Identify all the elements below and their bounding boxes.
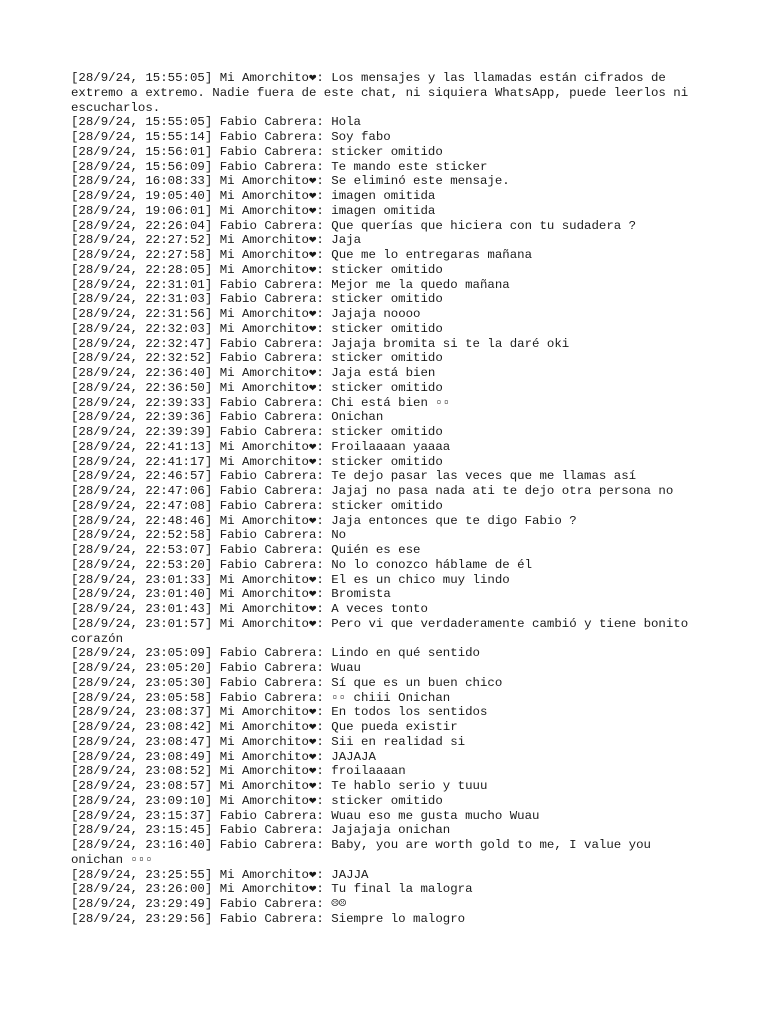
chat-line: [28/9/24, 22:39:39] Fabio Cabrera: sticker omitido <box>71 425 443 439</box>
chat-line: [28/9/24, 22:26:04] Fabio Cabrera: Que querías que hiciera con tu sudadera ? <box>71 218 637 233</box>
chat-line: [28/9/24, 22:47:06] Fabio Cabrera: Jajaj no pasa nada ati te dejo otra persona no <box>71 484 674 498</box>
chat-line: [28/9/24, 22:27:52] Mi Amorchito❤: Jaja <box>71 233 362 248</box>
chat-line: [28/9/24, 22:31:03] Fabio Cabrera: sticker omitido <box>71 292 443 307</box>
chat-line: [28/9/24, 16:08:33] Mi Amorchito❤: Se eliminó este mensaje. <box>71 174 510 189</box>
chat-line: [28/9/24, 15:56:09] Fabio Cabrera: Te mando este sticker <box>71 159 488 174</box>
chat-line: [28/9/24, 19:06:01] Mi Amorchito❤: imagen omitida <box>71 203 436 218</box>
chat-line: [28/9/24, 22:41:13] Mi Amorchito❤: Froilaaaan yaaaa <box>71 439 451 454</box>
chat-line: [28/9/24, 23:08:37] Mi Amorchito❤: En todos los sentidos <box>71 705 488 720</box>
chat-line: [28/9/24, 23:01:57] Mi Amorchito❤: Pero vi que verdaderamente cambió y tiene bonito corazón <box>71 616 696 646</box>
chat-line: [28/9/24, 22:32:47] Fabio Cabrera: Jajaja bromita si te la daré oki <box>71 336 570 351</box>
chat-transcript <box>71 71 701 927</box>
chat-line: [28/9/24, 23:29:56] Fabio Cabrera: Siempre lo malogro <box>71 911 466 926</box>
chat-line: [28/9/24, 22:39:36] Fabio Cabrera: Onichan <box>71 410 384 425</box>
chat-line: [28/9/24, 23:01:33] Mi Amorchito❤: El es un chico muy lindo <box>71 572 510 587</box>
chat-line: [28/9/24, 22:28:05] Mi Amorchito❤: sticker omitido <box>71 262 443 277</box>
chat-line: [28/9/24, 19:05:40] Mi Amorchito❤: imagen omitida <box>71 189 436 203</box>
chat-line: [28/9/24, 15:55:05] Fabio Cabrera: Hola <box>71 115 361 130</box>
chat-line: [28/9/24, 15:55:05] Mi Amorchito❤: Los mensajes y las llamadas están cifrados de extremo a extremo. Nadie fuera de este chat, ni siquiera WhatsApp, puede leerlos ni escucharlos. <box>71 71 696 115</box>
chat-line: [28/9/24, 23:09:10] Mi Amorchito❤: sticker omitido <box>71 793 443 808</box>
chat-line: [28/9/24, 22:53:07] Fabio Cabrera: Quién es ese <box>71 543 421 557</box>
chat-line: [28/9/24, 23:26:00] Mi Amorchito❤: Tu final la malogra <box>71 882 473 897</box>
chat-line: [28/9/24, 23:05:58] Fabio Cabrera: ▫▫ chiii Onichan <box>71 690 451 705</box>
chat-line: [28/9/24, 22:47:08] Fabio Cabrera: sticker omitido <box>71 498 443 513</box>
chat-line: [28/9/24, 22:39:33] Fabio Cabrera: Chi está bien ▫▫ <box>71 395 451 410</box>
chat-line: [28/9/24, 22:27:58] Mi Amorchito❤: Que me lo entregaras mañana <box>71 248 533 262</box>
chat-line: [28/9/24, 22:53:20] Fabio Cabrera: No lo conozco háblame de él <box>71 557 533 572</box>
chat-line: [28/9/24, 23:05:20] Fabio Cabrera: Wuau <box>71 661 361 675</box>
chat-line: [28/9/24, 23:01:43] Mi Amorchito❤: A veces tonto <box>71 602 428 616</box>
chat-line: [28/9/24, 23:08:52] Mi Amorchito❤: froilaaaan <box>71 764 406 779</box>
chat-line: [28/9/24, 23:15:37] Fabio Cabrera: Wuau eso me gusta mucho Wuau <box>71 808 540 823</box>
chat-line: [28/9/24, 22:32:52] Fabio Cabrera: sticker omitido <box>71 351 443 366</box>
chat-line: [28/9/24, 23:01:40] Mi Amorchito❤: Bromista <box>71 587 391 602</box>
chat-line: [28/9/24, 23:05:09] Fabio Cabrera: Lindo en qué sentido <box>71 646 480 661</box>
chat-line: [28/9/24, 23:16:40] Fabio Cabrera: Baby, you are worth gold to me, I value you onichan ▫▫▫ <box>71 838 659 867</box>
chat-line: [28/9/24, 22:31:01] Fabio Cabrera: Mejor me la quedo mañana <box>71 277 510 292</box>
chat-line: [28/9/24, 23:08:42] Mi Amorchito❤: Que pueda existir <box>71 720 458 734</box>
chat-line: [28/9/24, 22:48:46] Mi Amorchito❤: Jaja entonces que te digo Fabio ? <box>71 513 577 528</box>
chat-line: [28/9/24, 22:36:50] Mi Amorchito❤: sticker omitido <box>71 380 443 395</box>
chat-line: [28/9/24, 15:56:01] Fabio Cabrera: sticker omitido <box>71 144 443 159</box>
chat-line: [28/9/24, 22:36:40] Mi Amorchito❤: Jaja está bien <box>71 366 436 380</box>
chat-line: [28/9/24, 23:08:49] Mi Amorchito❤: JAJAJA <box>71 749 376 764</box>
chat-line: [28/9/24, 23:25:55] Mi Amorchito❤: JAJJA <box>71 867 369 882</box>
chat-line: [28/9/24, 23:29:49] Fabio Cabrera: ☹☹ <box>71 897 347 911</box>
chat-line: [28/9/24, 22:41:17] Mi Amorchito❤: sticker omitido <box>71 454 443 469</box>
chat-line: [28/9/24, 22:52:58] Fabio Cabrera: No <box>71 528 347 543</box>
chat-line: [28/9/24, 15:55:14] Fabio Cabrera: Soy fabo <box>71 130 391 144</box>
chat-line: [28/9/24, 23:15:45] Fabio Cabrera: Jajajaja onichan <box>71 823 451 838</box>
chat-line: [28/9/24, 23:05:30] Fabio Cabrera: Sí que es un buen chico <box>71 675 503 690</box>
chat-line: [28/9/24, 22:32:03] Mi Amorchito❤: sticker omitido <box>71 321 443 336</box>
chat-line: [28/9/24, 22:31:56] Mi Amorchito❤: Jajaja noooo <box>71 307 421 321</box>
chat-line: [28/9/24, 22:46:57] Fabio Cabrera: Te dejo pasar las veces que me llamas así <box>71 469 637 484</box>
chat-line: [28/9/24, 23:08:57] Mi Amorchito❤: Te hablo serio y tuuu <box>71 779 488 793</box>
chat-line: [28/9/24, 23:08:47] Mi Amorchito❤: Sii en realidad si <box>71 734 466 749</box>
